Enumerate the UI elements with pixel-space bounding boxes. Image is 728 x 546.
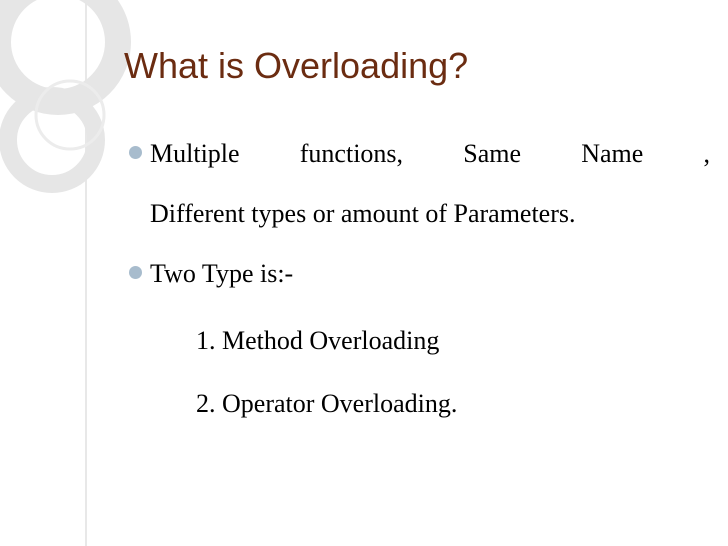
bullet-2-text: Two Type is:- [150,259,294,288]
bullet-1-word: Name [581,139,644,168]
bullet-1-line-2: Different types or amount of Parameters. [150,199,576,228]
bullet-1-word: functions, [299,139,404,168]
sub-item-method-overloading: 1. Method Overloading [196,326,440,355]
bullet-dot-2 [129,266,142,279]
slide-title: What is Overloading? [124,45,469,86]
sub-item-operator-overloading: 2. Operator Overloading. [196,389,458,418]
bullet-1-word: , [703,139,710,168]
bullet-1-line-1 [150,138,710,170]
ring-large [0,0,118,102]
bullet-1-word: Multiple [150,139,240,168]
bullet-1-word: Same [463,139,521,168]
bullet-dot-1 [129,146,142,159]
